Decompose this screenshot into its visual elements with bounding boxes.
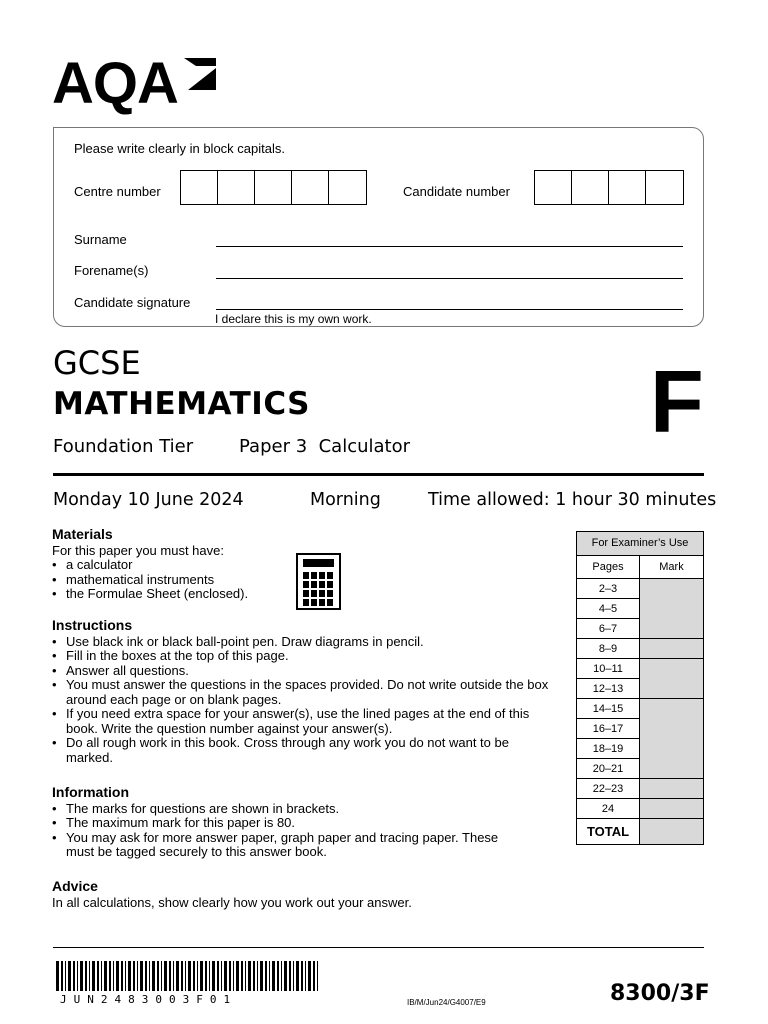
table-row [577,758,703,778]
block-capitals-instruction: Please write clearly in block capitals. [74,141,285,156]
instructions-heading: Instructions [52,617,133,633]
document-reference: IB/M/Jun24/G4007/E9 [407,998,486,1007]
mark-cell [640,698,703,718]
qualification-title: GCSE [53,344,141,382]
candidate-details-box [53,127,704,327]
information-heading: Information [52,784,129,800]
digit-box[interactable] [572,171,609,204]
centre-number-label: Centre number [74,184,161,199]
list-item: • Fill in the boxes at the top of this page. [52,649,552,664]
candidate-number-label: Candidate number [403,184,510,199]
advice-heading: Advice [52,878,98,894]
examiner-use-table [576,531,704,845]
forename-line[interactable] [216,278,683,279]
forename-label: Forename(s) [74,263,149,278]
table-row [577,698,703,718]
total-mark-cell [640,818,703,844]
pages-cell: 12–13 [577,678,640,698]
table-row [577,638,703,658]
mark-cell [640,578,703,598]
list-item: • mathematical instruments [52,573,562,588]
pages-cell: 4–5 [577,598,640,618]
mark-cell [640,738,703,758]
subject-title: MATHEMATICS [53,386,310,422]
list-item: • If you need extra space for your answer(s), use the lined pages at the end of this book. Write the question number against your answer(s). [52,707,552,736]
pages-cell: 24 [577,798,640,818]
mark-cell [640,618,703,638]
pages-cell: 2–3 [577,578,640,598]
digit-box[interactable] [329,171,366,204]
mark-cell [640,778,703,798]
pages-cell: 6–7 [577,618,640,638]
table-row [577,718,703,738]
tier-letter: F [650,352,704,451]
materials-heading: Materials [52,526,113,542]
surname-line[interactable] [216,246,683,247]
pages-cell: 18–19 [577,738,640,758]
table-row [577,778,703,798]
advice-section [52,879,562,910]
paper-label: Paper 3 Calculator [239,436,410,457]
list-item: • You must answer the questions in the spaces provided. Do not write outside the box around each page or on blank pages. [52,678,552,707]
table-row [577,618,703,638]
total-row [577,818,703,844]
time-allowed: Time allowed: 1 hour 30 minutes [428,490,717,510]
aqa-logo-mark-icon [182,56,218,92]
mark-cell [640,798,703,818]
footer-divider [53,947,704,948]
advice-text: In all calculations, show clearly how you work out your answer. [52,894,412,910]
list-item: • the Formulae Sheet (enclosed). [52,587,562,602]
digit-box[interactable] [609,171,646,204]
list-item: • The marks for questions are shown in brackets. [52,802,512,817]
aqa-logo [52,51,218,116]
mark-column-header: Mark [659,561,684,573]
pages-cell: 10–11 [577,658,640,678]
total-label: TOTAL [577,818,640,844]
signature-line[interactable] [216,309,683,310]
digit-box[interactable] [292,171,329,204]
pages-cell: 14–15 [577,698,640,718]
table-row [577,658,703,678]
table-row [577,578,703,598]
list-item: • a calculator [52,558,562,573]
digit-box[interactable] [181,171,218,204]
examiner-table-heading: For Examiner’s Use [577,532,703,556]
digit-box[interactable] [535,171,572,204]
divider [53,473,704,476]
signature-label: Candidate signature [74,295,191,310]
mark-cell [640,638,703,658]
materials-intro: For this paper you must have: [52,542,224,558]
list-item: • Do all rough work in this book. Cross through any work you do not want to be marked. [52,736,552,765]
digit-box[interactable] [218,171,255,204]
candidate-number-boxes[interactable] [534,170,684,205]
paper-code: 8300/3F [610,981,710,1006]
mark-cell [640,718,703,738]
mark-cell [640,678,703,698]
information-section [52,785,512,860]
barcode-icon [56,961,318,991]
table-row [577,738,703,758]
pages-cell: 20–21 [577,758,640,778]
exam-date: Monday 10 June 2024 [53,490,244,510]
pages-cell: 22–23 [577,778,640,798]
pages-cell: 16–17 [577,718,640,738]
list-item: • You may ask for more answer paper, graph paper and tracing paper. These must be tagged securely to this answer book. [52,831,512,860]
logo-text: AQA [52,51,178,116]
pages-column-header: Pages [577,556,640,578]
centre-number-boxes[interactable] [180,170,367,205]
table-row [577,598,703,618]
mark-cell [640,658,703,678]
instructions-section [52,618,552,765]
table-row [577,678,703,698]
surname-label: Surname [74,232,127,247]
exam-session: Morning [310,490,381,510]
barcode-text: JUN2483003F01 [60,993,238,1006]
digit-box[interactable] [646,171,683,204]
table-row [577,798,703,818]
pages-cell: 8–9 [577,638,640,658]
list-item: • The maximum mark for this paper is 80. [52,816,512,831]
mark-cell [640,598,703,618]
calculator-icon [296,553,341,610]
mark-cell [640,758,703,778]
declaration-text: I declare this is my own work. [215,312,372,326]
list-item: • Answer all questions. [52,664,552,679]
digit-box[interactable] [255,171,292,204]
tier-label: Foundation Tier [53,436,194,457]
list-item: • Use black ink or black ball-point pen. Draw diagrams in pencil. [52,635,552,650]
